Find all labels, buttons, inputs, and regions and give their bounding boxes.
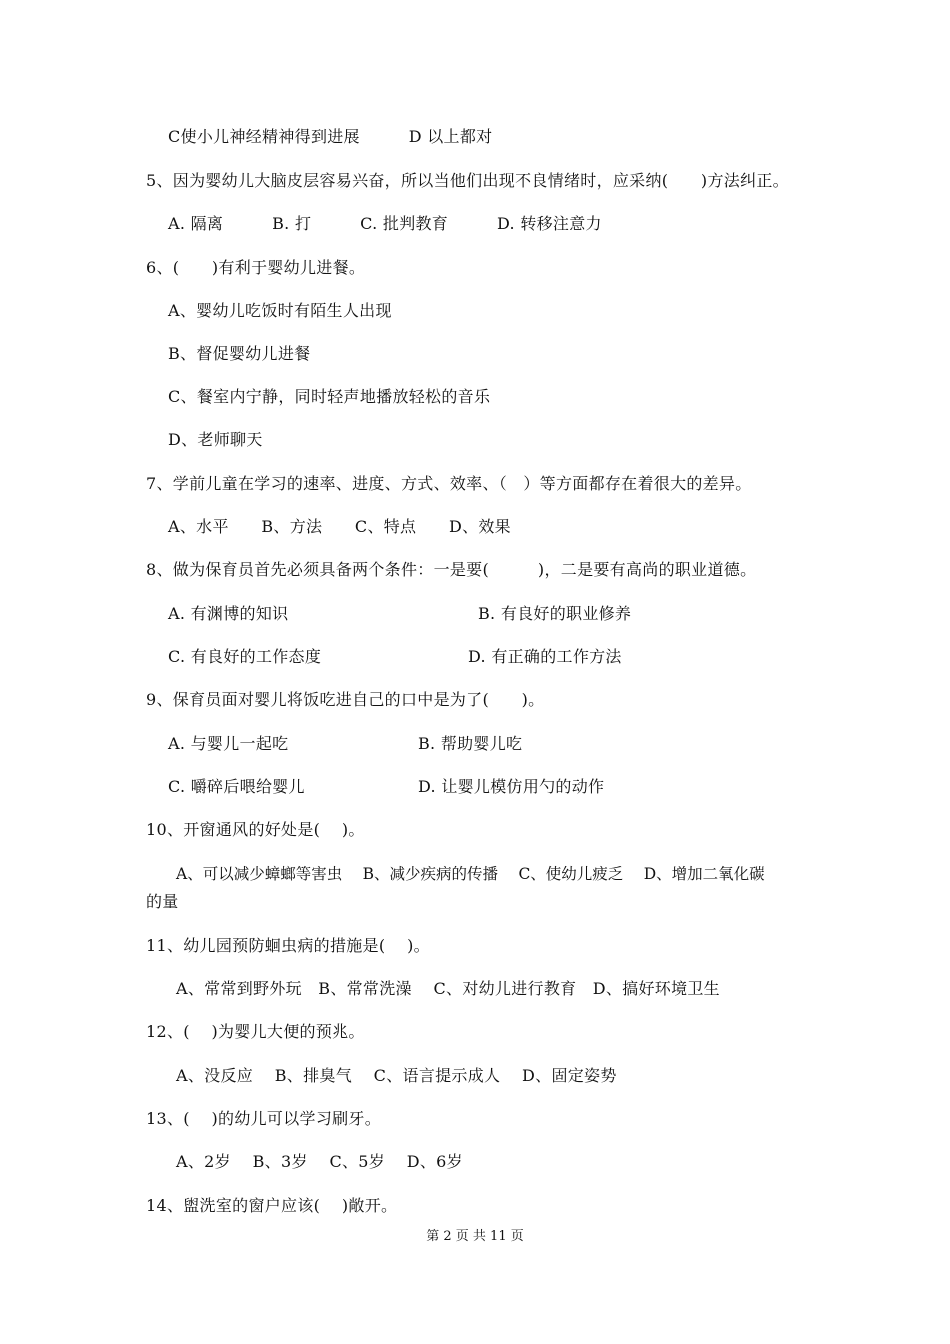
question-7: 7、学前儿童在学习的速率、进度、方式、效率、（ ）等方面都存在着很大的差异。 (146, 474, 752, 493)
page-footer: 第 2 页 共 11 页 (426, 1229, 524, 1244)
question-9-option-b: B. 帮助婴儿吃 (418, 734, 523, 753)
question-6-option-d: D、老师聊天 (168, 430, 263, 449)
question-10: 10、开窗通风的好处是( )。 (146, 820, 365, 839)
question-12-options: A、没反应 B、排臭气 C、语言提示成人 D、固定姿势 (176, 1066, 617, 1085)
question-9-option-c: C. 嚼碎后喂给婴儿 (168, 777, 305, 796)
question-8-option-b: B. 有良好的职业修养 (478, 604, 632, 623)
question-13: 13、( )的幼儿可以学习刷牙。 (146, 1109, 382, 1128)
question-8-option-c: C. 有良好的工作态度 (168, 647, 322, 666)
question-9-option-a: A. 与婴儿一起吃 (168, 734, 289, 753)
question-6-option-c: C、餐室内宁静，同时轻声地播放轻松的音乐 (168, 387, 491, 406)
question-11-options: A、常常到野外玩 B、常常洗澡 C、对幼儿进行教育 D、搞好环境卫生 (176, 979, 720, 998)
question-8: 8、做为保育员首先必须具备两个条件：一是要( )，二是要有高尚的职业道德。 (146, 560, 757, 579)
question-6-option-b: B、督促婴幼儿进餐 (168, 344, 311, 363)
question-8-option-d: D. 有正确的工作方法 (468, 647, 622, 666)
question-12: 12、( )为婴儿大便的预兆。 (146, 1022, 365, 1041)
question-13-options: A、2岁 B、3岁 C、5岁 D、6岁 (176, 1152, 463, 1171)
question-11: 11、幼儿园预防蛔虫病的措施是( )。 (146, 936, 430, 955)
question-9: 9、保育员面对婴儿将饭吃进自己的口中是为了( )。 (146, 690, 545, 709)
question-5: 5、因为婴幼儿大脑皮层容易兴奋，所以当他们出现不良情绪时，应采纳( )方法纠正。 (146, 171, 789, 190)
question-6: 6、( )有利于婴幼儿进餐。 (146, 258, 366, 277)
question-8-option-a: A. 有渊博的知识 (168, 604, 289, 623)
question-10-options: A、可以减少蟑螂等害虫 B、减少疾病的传播 C、使幼儿疲乏 D、增加二氧化碳 (176, 865, 765, 883)
question-6-option-a: A、婴幼儿吃饭时有陌生人出现 (168, 301, 392, 320)
question-9-option-d: D. 让婴儿模仿用勺的动作 (418, 777, 605, 796)
question-7-options: A、水平 B、方法 C、特点 D、效果 (168, 517, 511, 536)
q4-option-line: C使小儿神经精神得到进展 D 以上都对 (168, 127, 493, 146)
question-14: 14、盥洗室的窗户应该( )敞开。 (146, 1196, 398, 1215)
question-5-options: A. 隔离 B. 打 C. 批判教育 D. 转移注意力 (168, 214, 602, 233)
question-10-options-cont: 的量 (146, 892, 179, 911)
